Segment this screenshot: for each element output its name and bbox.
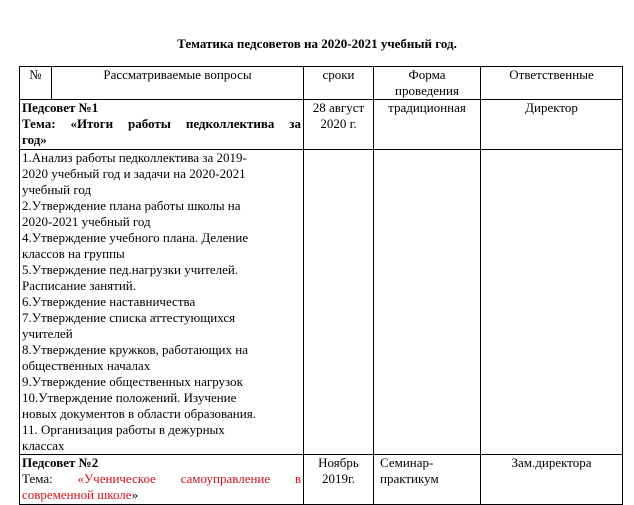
header-responsible: Ответственные	[481, 67, 623, 100]
header-num: №	[20, 67, 52, 100]
agenda-line: 2.Утверждение плана работы школы на	[22, 198, 241, 213]
council1-title-cell	[20, 100, 304, 150]
council2-title-cell	[20, 455, 304, 505]
council1-items	[20, 150, 304, 455]
agenda-line: Расписание занятий.	[22, 278, 137, 293]
agenda-line: 2020 учебный год и задачи на 2020-2021	[22, 166, 246, 181]
agenda-line: 9.Утверждение общественных нагрузок	[22, 374, 243, 389]
council1-responsible: Директор	[481, 100, 623, 150]
council2-form-line1: Семинар-	[380, 455, 434, 470]
council1-items-dates-empty	[304, 150, 374, 455]
council1-items-row	[20, 150, 623, 455]
agenda-line: 8.Утверждение кружков, работающих на	[22, 342, 248, 357]
council2-form-line2: практикум	[380, 471, 439, 486]
header-form-line2: проведения	[395, 83, 459, 98]
agenda-line: 2020-2021 учебный год	[22, 214, 151, 229]
document-title: Тематика педсоветов на 2020-2021 учебный год.	[177, 36, 457, 51]
council2-theme-line2	[22, 487, 301, 503]
council1-name: Педсовет №1	[22, 100, 99, 115]
agenda-line: 11. Организация работы в дежурных	[22, 422, 225, 437]
council2-date-line2: 2019г.	[321, 471, 356, 486]
council2-name: Педсовет №2	[22, 455, 99, 470]
header-issues: Рассматриваемые вопросы	[52, 67, 304, 100]
agenda-line: общественных началах	[22, 358, 151, 373]
council1-form: традиционная	[374, 100, 481, 150]
council1-items-form-empty	[374, 150, 481, 455]
council1-date	[304, 100, 374, 150]
agenda-line: 7.Утверждение списка аттестующихся	[22, 310, 236, 325]
header-form-line1: Форма	[408, 67, 446, 82]
council1-items-responsible-empty	[481, 150, 623, 455]
council1-theme-prefix: Тема:	[22, 116, 56, 131]
council2-date-line1: Ноябрь	[318, 455, 359, 470]
council2-theme-line1	[22, 471, 301, 487]
council2-responsible: Зам.директора	[481, 455, 623, 505]
council2-theme-text-cont: современной школе	[22, 487, 132, 502]
agenda-line: 1.Анализ работы педколлектива за 2019-	[22, 150, 247, 165]
council2-title-row	[20, 455, 623, 505]
agenda-line: 4.Утверждение учебного плана. Деление	[22, 230, 249, 245]
councils-table	[19, 66, 623, 505]
council2-theme-text: «Ученическое самоуправление в	[77, 471, 302, 486]
agenda-line: 5.Утверждение пед.нагрузки учителей.	[22, 262, 239, 277]
header-form	[374, 67, 481, 100]
agenda-line: 6.Утверждение наставничества	[22, 294, 196, 309]
council2-date	[304, 455, 374, 505]
council2-form	[374, 455, 481, 505]
council1-theme-line1	[22, 116, 301, 132]
agenda-line: классов на группы	[22, 246, 125, 261]
agenda-line: 10.Утверждение положений. Изучение	[22, 390, 237, 405]
council1-theme-line2: год»	[22, 132, 47, 147]
council2-theme-close: »	[131, 487, 139, 502]
council1-date-line1: 28 август	[312, 100, 365, 115]
agenda-line: классах	[22, 438, 65, 453]
agenda-line: новых документов в области образования.	[22, 406, 256, 421]
council1-title-row	[20, 100, 623, 150]
council1-theme-text: «Итоги работы педколлектива за	[70, 116, 301, 131]
header-row	[20, 67, 623, 100]
council1-date-line2: 2020 г.	[320, 116, 357, 131]
agenda-line: учебный год	[22, 182, 92, 197]
header-dates: сроки	[304, 67, 374, 100]
council2-theme-prefix: Тема:	[22, 471, 53, 486]
agenda-line: учителей	[22, 326, 73, 341]
